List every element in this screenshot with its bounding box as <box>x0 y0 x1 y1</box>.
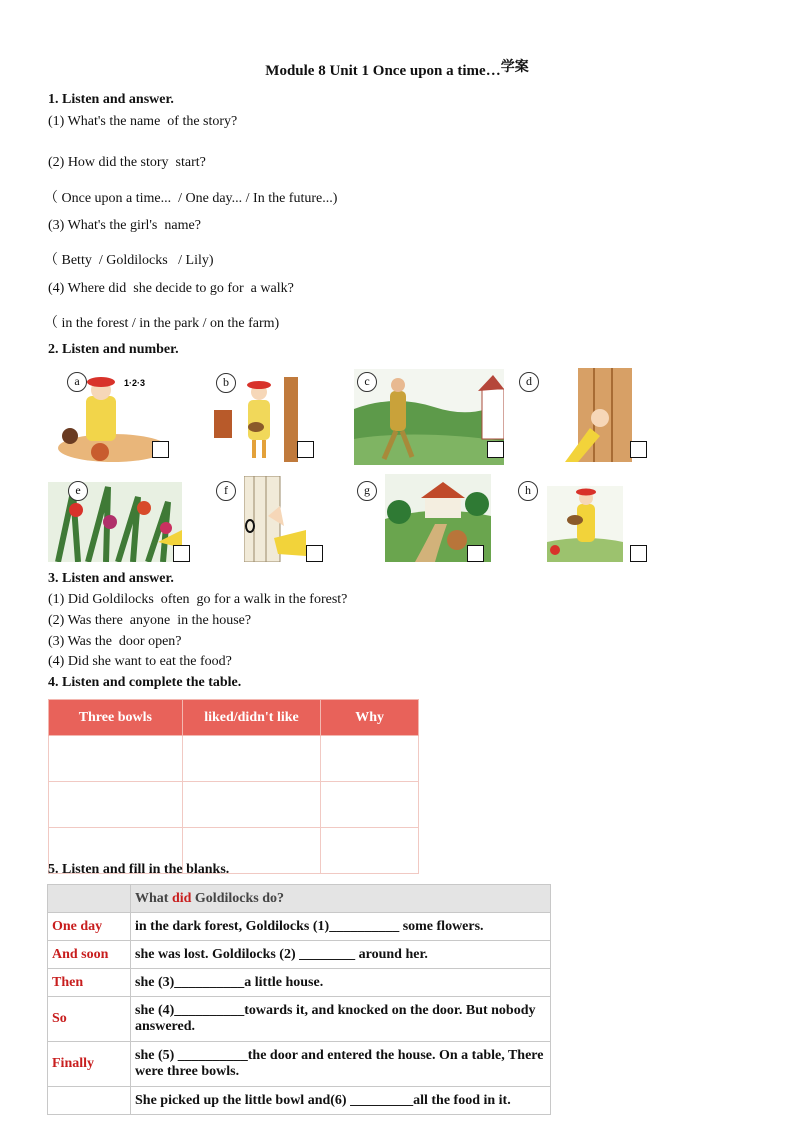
header-empty-cell <box>48 885 131 913</box>
row-label-one-day: One day <box>48 913 131 941</box>
svg-text:1·2·3: 1·2·3 <box>124 378 146 388</box>
table-row <box>49 736 419 782</box>
header-post: Goldilocks do? <box>191 890 285 906</box>
row-text-4: she (4)__________towards it, and knocked on the door. But nobody answered. <box>131 997 551 1042</box>
picture-f <box>244 476 306 562</box>
question-3: (3) What's the girl's name? <box>48 218 201 233</box>
table-cell[interactable] <box>49 736 183 782</box>
options-2: （ Once upon a time... / One day... / In the future...) <box>44 191 338 206</box>
section5-heading: 5. Listen and fill in the blanks. <box>48 862 230 877</box>
number-box-d[interactable] <box>630 441 647 458</box>
header-pre: What <box>135 890 172 906</box>
number-box-c[interactable] <box>487 441 504 458</box>
row-label-empty <box>48 1087 131 1115</box>
title-main: Module 8 Unit 1 Once upon a time… <box>265 63 501 79</box>
number-box-g[interactable] <box>467 545 484 562</box>
row-label-so: So <box>48 997 131 1042</box>
table-row <box>48 1087 551 1115</box>
options-4: （ in the forest / in the park / on the farm) <box>44 316 280 331</box>
picture-label-a: a <box>67 372 87 392</box>
section2-heading: 2. Listen and number. <box>48 342 179 357</box>
picture-label-f: f <box>216 481 236 501</box>
table-cell[interactable] <box>182 736 321 782</box>
col-why: Why <box>321 700 419 736</box>
question-1: (1) What's the name of the story? <box>48 114 238 129</box>
number-box-h[interactable] <box>630 545 647 562</box>
row-text-5: she (5) __________the door and entered the house. On a table, There were three bowls. <box>131 1042 551 1087</box>
table-row <box>48 1042 551 1087</box>
s3-question-1: (1) Did Goldilocks often go for a walk in the forest? <box>48 592 348 607</box>
table-cell[interactable] <box>49 782 183 828</box>
picture-label-g: g <box>357 481 377 501</box>
title-suffix: 学案 <box>500 59 529 75</box>
table-cell[interactable] <box>182 782 321 828</box>
section1-heading: 1. Listen and answer. <box>48 92 174 107</box>
header-question <box>131 885 551 913</box>
s3-question-2: (2) Was there anyone in the house? <box>48 613 252 628</box>
question-4: (4) Where did she decide to go for a walk? <box>48 281 294 296</box>
table-row <box>49 782 419 828</box>
story-table-header <box>48 885 551 913</box>
question-2: (2) How did the story start? <box>48 155 206 170</box>
row-text-3: she (3)__________a little house. <box>131 969 551 997</box>
row-text-1: in the dark forest, Goldilocks (1)__________ some flowers. <box>131 913 551 941</box>
picture-label-c: c <box>357 372 377 392</box>
table-row <box>48 997 551 1042</box>
section4-heading: 4. Listen and complete the table. <box>48 675 242 690</box>
table-cell[interactable] <box>321 736 419 782</box>
s3-question-3: (3) Was the door open? <box>48 634 182 649</box>
col-three-bowls: Three bowls <box>49 700 183 736</box>
row-label-finally: Finally <box>48 1042 131 1087</box>
row-label-then: Then <box>48 969 131 997</box>
table-row <box>48 941 551 969</box>
number-box-f[interactable] <box>306 545 323 562</box>
picture-d <box>560 368 632 462</box>
table-cell[interactable] <box>321 828 419 874</box>
options-3: （ Betty / Goldilocks / Lily) <box>44 253 214 268</box>
s3-question-4: (4) Did she want to eat the food? <box>48 654 232 669</box>
bowls-table-header <box>49 700 419 736</box>
col-liked: liked/didn't like <box>182 700 321 736</box>
bowls-table <box>48 699 419 874</box>
table-row <box>48 969 551 997</box>
section3-heading: 3. Listen and answer. <box>48 571 174 586</box>
header-did: did <box>171 890 192 906</box>
picture-label-e: e <box>68 481 88 501</box>
picture-label-b: b <box>216 373 236 393</box>
picture-label-d: d <box>519 372 539 392</box>
number-box-b[interactable] <box>297 441 314 458</box>
row-label-and-soon: And soon <box>48 941 131 969</box>
number-box-a[interactable] <box>152 441 169 458</box>
table-row <box>48 913 551 941</box>
picture-label-h: h <box>518 481 538 501</box>
table-cell[interactable] <box>321 782 419 828</box>
row-text-6: She picked up the little bowl and(6) _________all the food in it. <box>131 1087 551 1115</box>
story-table <box>47 884 551 1115</box>
picture-h <box>547 486 623 562</box>
number-box-e[interactable] <box>173 545 190 562</box>
page-title <box>0 60 794 80</box>
row-text-2: she was lost. Goldilocks (2) ________ around her. <box>131 941 551 969</box>
